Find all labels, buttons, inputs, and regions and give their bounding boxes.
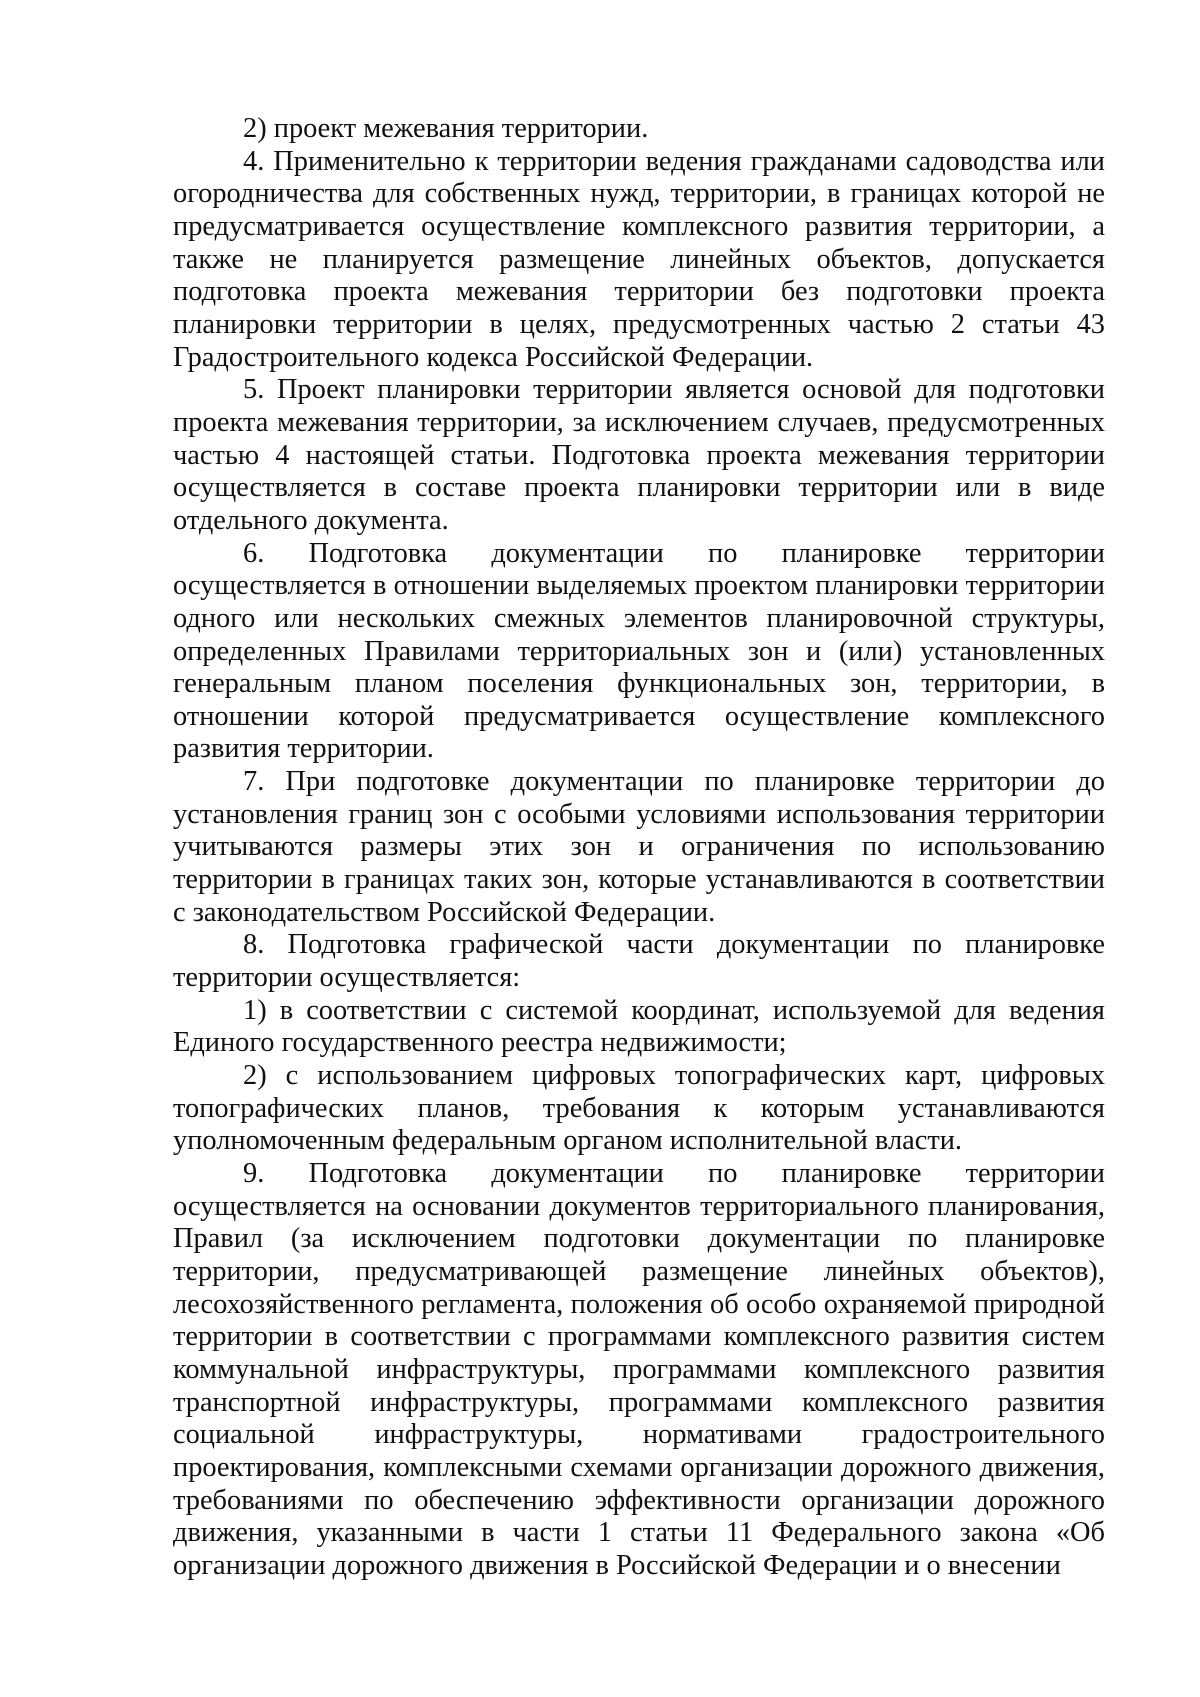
paragraph-8-item-1: 1) в соответствии с системой координат, используемой для ведения Единого государственного реестра недвижимости; [173,994,1105,1059]
paragraph-project-item: 2) проект межевания территории. [243,113,649,144]
paragraph-9: 9. Подготовка документации по планировке территории осуществляется на основании документов территориального планирования, Правил (за исключением подготовки документации по планировке территории, предусматривающей размещение линейных объектов), лесохозяйственного регламента, положения об особо охраняемой природной территории в соответствии с программами комплексного развития систем коммунальной инфраструктуры, программами комплексного развития транспортной инфраструктуры, программами комплексного развития социальной инфраструктуры, нормативами градостроительного проектирования, комплексными схемами организации дорожного движения, требованиями по обеспечению эффективности организации дорожного движения, указанными в части 1 статьи 11 Федерального закона «Об организации дорожного движения в Российской Федерации и о внесении [173,1158,1105,1581]
document-page [173,113,1105,1583]
paragraph-8-item-2: 2) с использованием цифровых топографических карт, цифровых топографических планов, требования к которым устанавливаются уполномоченным федеральным органом исполнительной власти. [173,1060,1105,1157]
paragraph-6: 6. Подготовка документации по планировке территории осуществляется в отношении выделяемых проектом планировки территории одного или нескольких смежных элементов планировочной структуры, определенных Правилами территориальных зон и (или) установленных генеральным планом поселения функциональных зон, территории, в отношении которой предусматривается осуществление комплексного развития территории. [173,537,1105,765]
paragraph-7: 7. При подготовке документации по планировке территории до установления границ зон с особыми условиями использования территории учитываются размеры этих зон и ограничения по использованию территории в границах таких зон, которые устанавливаются в соответствии с законодательством Российской Федерации. [173,766,1105,928]
paragraph-5: 5. Проект планировки территории является основой для подготовки проекта межевания территории, за исключением случаев, предусмотренных частью 4 настоящей статьи. Подготовка проекта межевания территории осуществляется в составе проекта планировки территории или в виде отдельного документа. [173,374,1105,536]
paragraph-4: 4. Применительно к территории ведения гражданами садоводства или огородничества для собственных нужд, территории, в границах которой не предусматривается осуществление комплексного развития территории, а также не планируется размещение линейных объектов, допускается подготовка проекта межевания территории без подготовки проекта планировки территории в целях, предусмотренных частью 2 статьи 43 Градостроительного кодекса Российской Федерации. [173,145,1105,373]
paragraph-8: 8. Подготовка графической части документации по планировке территории осуществляется: [173,929,1105,994]
